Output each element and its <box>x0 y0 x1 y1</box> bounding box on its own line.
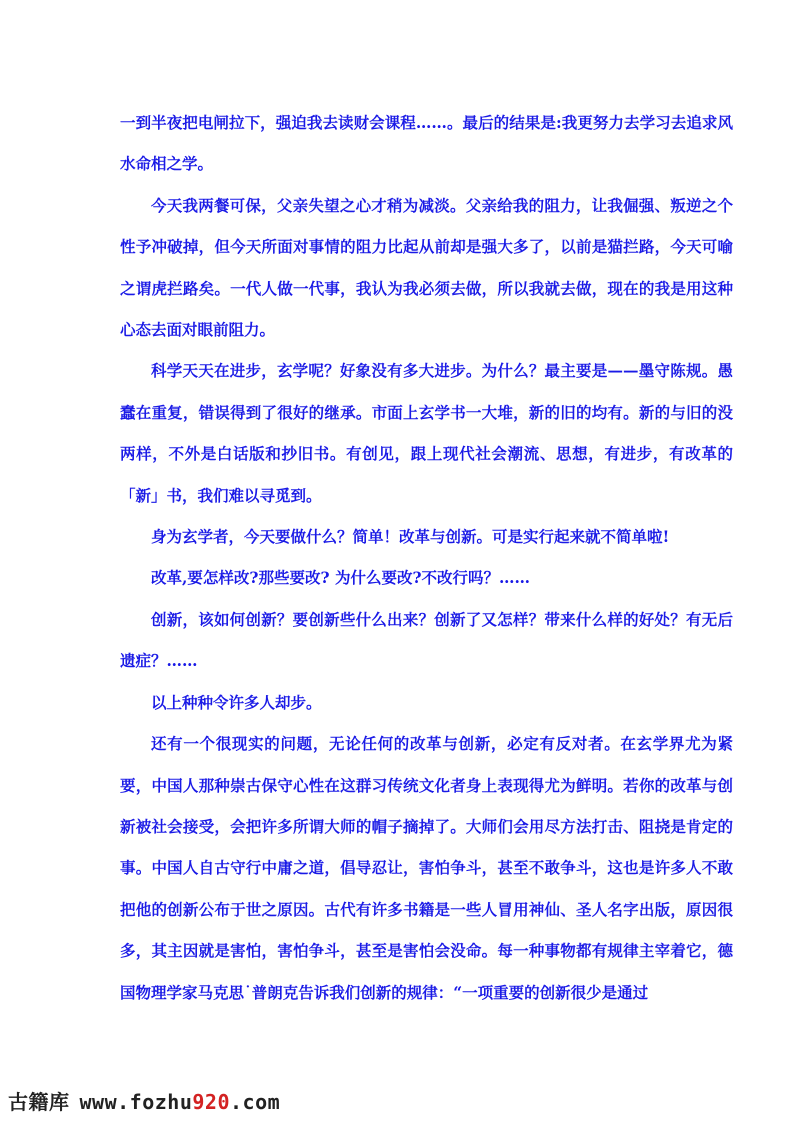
paragraph-7: 以上种种令许多人却步。 <box>151 692 322 712</box>
paragraph-2: 今天我两餐可保，父亲失望之心才稍为减淡。父亲给我的阻力，让我倔强、叛逆之个性予冲破掉，但今天所面对事情的阻力比起从前却是强大多了，以前是猫拦路，今天可喻之谓虎拦路矣。一代人做一代事，我认为我必须去做，所以我就去做，现在的我是用这种心态去面对眼前阻力。 <box>120 195 733 340</box>
paragraph-8: 还有一个很现实的问题，无论任何的改革与创新，必定有反对者。在玄学界尤为紧要，中国人那种崇古保守心性在这群习传统文化者身上表现得尤为鲜明。若你的改革与创新被社会接受，会把许多所谓大师的帽子摘掉了。大师们会用尽方法打击、阻挠是肯定的事。中国人自古守行中庸之道，倡导忍让，害怕争斗，甚至不敢争斗，这也是许多人不敢把他的创新公布于世之原因。古代有许多书籍是一些人冒用神仙、圣人名字出版，原因很多，其主因就是害怕，害怕争斗，甚至是害怕会没命。每一种事物都有规律主宰着它，德国物理学家马克思˙普朗克告诉我们创新的规律：“一项重要的创新很少是通过 <box>120 734 733 1002</box>
paragraph-3: 科学天天在进步，玄学呢？好象没有多大进步。为什么？最主要是——墨守陈规。愚蠢在重复，错误得到了很好的继承。市面上玄学书一大堆，新的旧的均有。新的与旧的没两样，不外是白话版和抄旧书。有创见，跟上现代社会潮流、思想，有进步，有改革的「新」书，我们难以寻觅到。 <box>120 361 733 505</box>
paragraph-1: 一到半夜把电闸拉下，强迫我去读财会课程……。最后的结果是:我更努力去学习去追求风水命相之学。 <box>120 113 733 174</box>
document-body <box>120 102 733 1013</box>
footer-url-suffix: .com <box>230 1090 281 1114</box>
footer-watermark <box>8 1086 280 1116</box>
paragraph-4: 身为玄学者，今天要做什么？简单！改革与创新。可是实行起来就不简单啦! <box>151 527 670 547</box>
footer-url-number: 920 <box>192 1090 230 1114</box>
footer-url-prefix: www.fozhu <box>79 1090 193 1114</box>
paragraph-5: 改革,要怎样改?那些要改? 为什么要改?不改行吗？…… <box>151 568 531 588</box>
paragraph-6: 创新，该如何创新？要创新些什么出来？创新了又怎样？带来什么样的好处？有无后遗症？…… <box>120 609 733 671</box>
footer-site-name: 古籍库 <box>8 1090 70 1114</box>
